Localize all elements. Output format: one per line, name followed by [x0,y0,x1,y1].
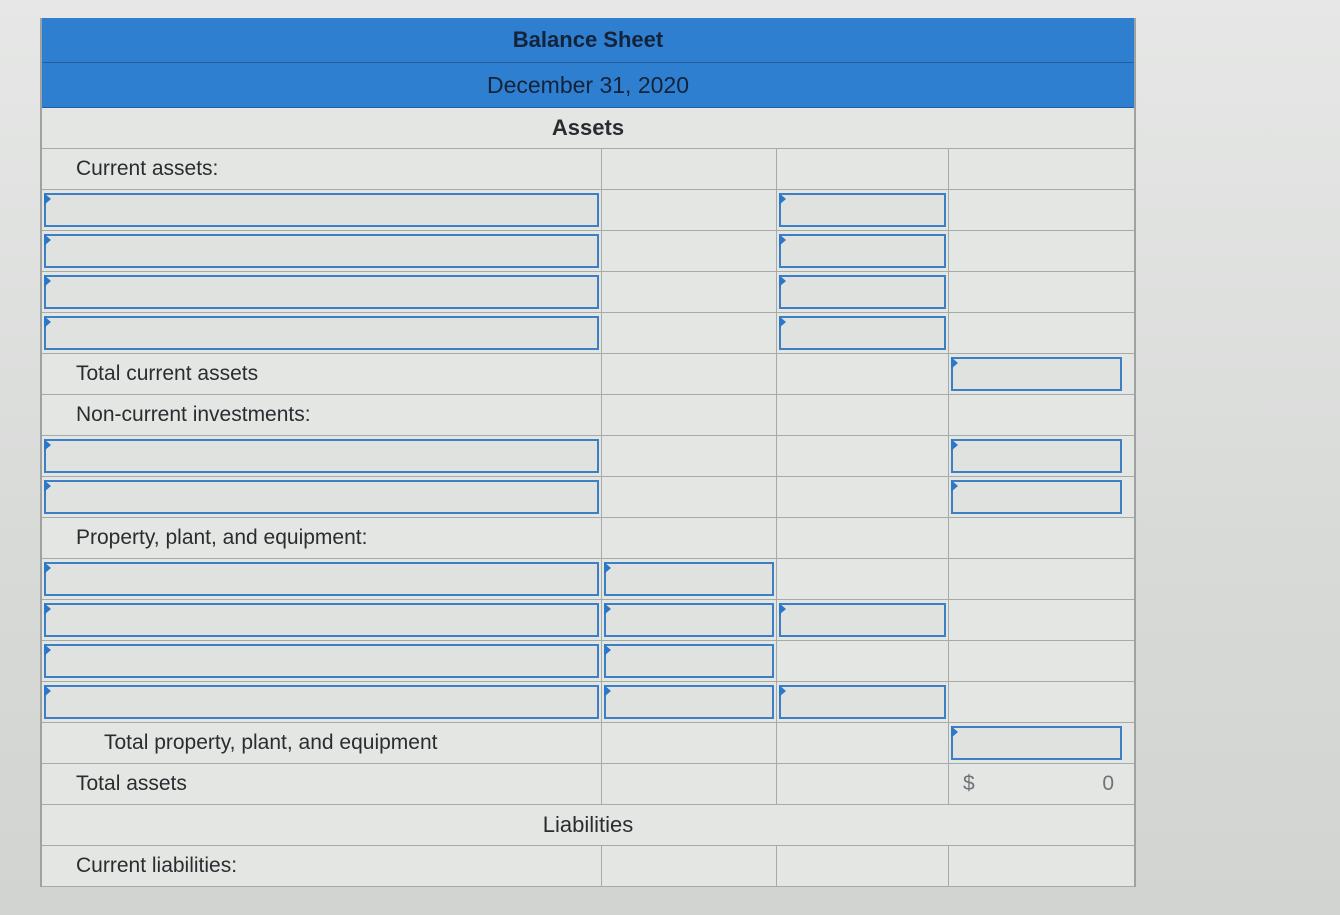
current-asset-amount-input[interactable] [779,275,946,309]
ppe-row [42,682,1134,723]
current-asset-account-dropdown[interactable] [44,275,599,309]
ppe-account-dropdown[interactable] [44,603,599,637]
total-current-assets-row [42,354,1134,395]
ppe-amount-input[interactable] [604,603,774,637]
ppe-account-dropdown[interactable] [44,562,599,596]
total-assets-value: 0 [1102,772,1114,795]
current-asset-account-dropdown[interactable] [44,193,599,227]
ppe-header-row [42,518,1134,559]
currency-symbol: $ [963,772,975,795]
current-liabilities-label: Current liabilities: [42,846,602,886]
balance-sheet-form [40,18,1136,887]
sheet-date: December 31, 2020 [42,63,1134,108]
noncurrent-investment-row [42,436,1134,477]
current-asset-row [42,231,1134,272]
noncurrent-investment-row [42,477,1134,518]
liabilities-heading: Liabilities [42,805,1134,846]
investment-amount-input[interactable] [951,480,1122,514]
total-assets-value-cell [949,764,1124,804]
ppe-amount-input[interactable] [604,685,774,719]
ppe-row [42,600,1134,641]
total-assets-row [42,764,1134,805]
current-asset-account-dropdown[interactable] [44,234,599,268]
current-asset-row [42,190,1134,231]
total-assets-label: Total assets [42,764,602,804]
current-asset-amount-input[interactable] [779,316,946,350]
ppe-row [42,641,1134,682]
ppe-account-dropdown[interactable] [44,685,599,719]
total-ppe-input[interactable] [951,726,1122,760]
total-current-assets-input[interactable] [951,357,1122,391]
current-asset-amount-input[interactable] [779,193,946,227]
total-current-assets-label: Total current assets [42,354,602,394]
current-liabilities-header-row [42,846,1134,887]
investment-account-dropdown[interactable] [44,439,599,473]
ppe-net-input[interactable] [779,685,946,719]
noncurrent-investments-label: Non-current investments: [42,395,602,435]
current-assets-label: Current assets: [42,149,602,189]
current-asset-account-dropdown[interactable] [44,316,599,350]
investment-amount-input[interactable] [951,439,1122,473]
ppe-amount-input[interactable] [604,562,774,596]
current-assets-header-row [42,149,1134,190]
ppe-amount-input[interactable] [604,644,774,678]
total-ppe-row [42,723,1134,764]
current-asset-amount-input[interactable] [779,234,946,268]
ppe-account-dropdown[interactable] [44,644,599,678]
ppe-row [42,559,1134,600]
ppe-net-input[interactable] [779,603,946,637]
total-ppe-label: Total property, plant, and equipment [42,723,602,763]
assets-heading: Assets [42,108,1134,149]
current-asset-row [42,313,1134,354]
noncurrent-investments-header-row [42,395,1134,436]
current-asset-row [42,272,1134,313]
sheet-title: Balance Sheet [42,18,1134,63]
ppe-label: Property, plant, and equipment: [42,518,602,558]
investment-account-dropdown[interactable] [44,480,599,514]
